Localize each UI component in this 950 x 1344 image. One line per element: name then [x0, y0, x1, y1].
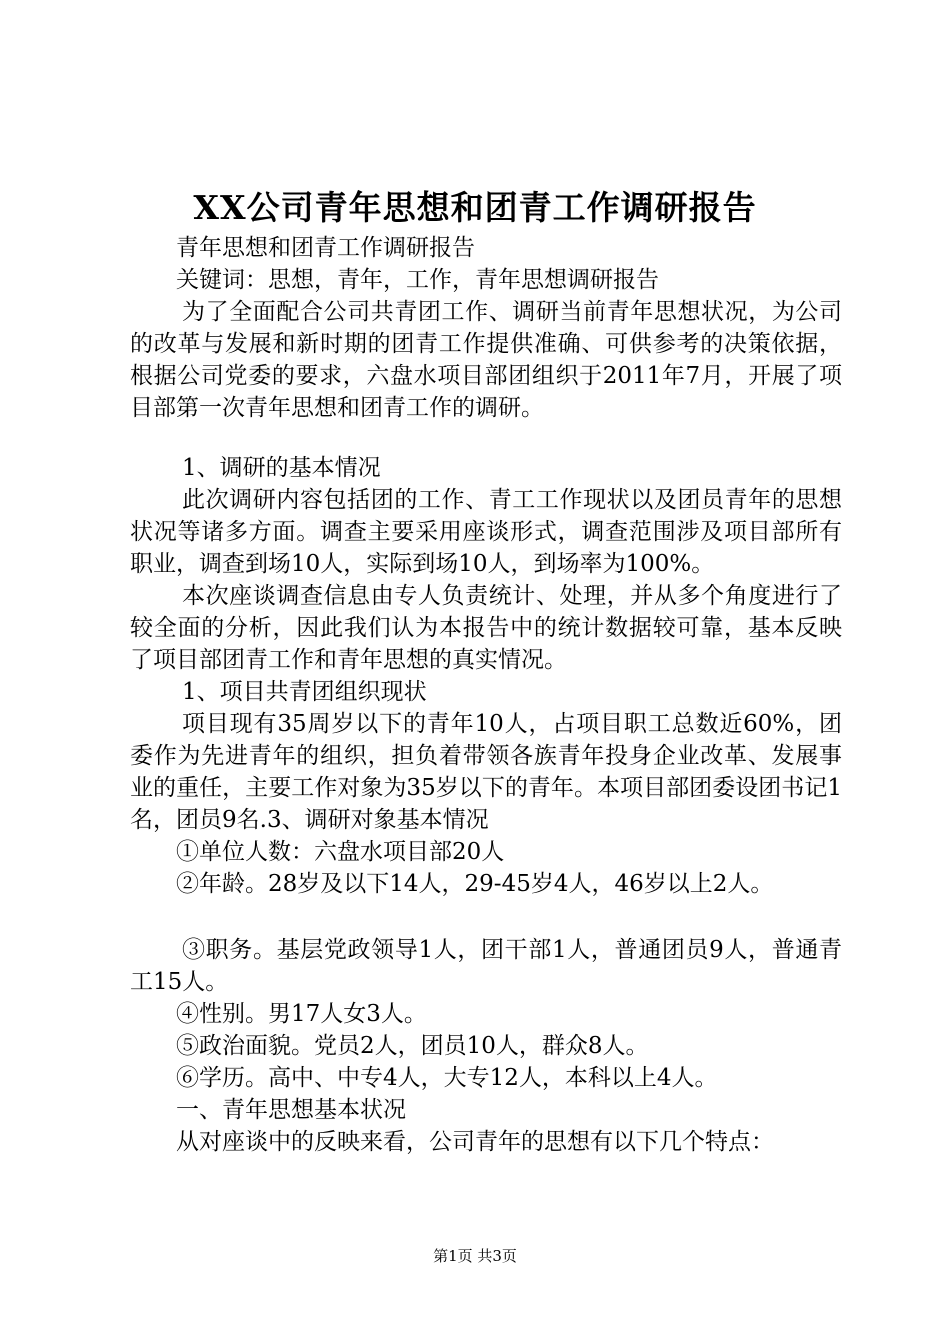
page-footer: 第1页 共3页 [433, 1247, 517, 1265]
intro-paragraph: 为了全面配合公司共青团工作、调研当前青年思想状况，为公司的改革与发展和新时期的团青工作提供准确、可供参考的决策依据，根据公司党委的要求，六盘水项目部团组织于2011年7月，开展了项目部第一次青年思想和团青工作的调研。 [130, 299, 842, 421]
section-heading: 1、项目共青团组织现状 [182, 679, 427, 705]
body-paragraph: 从对座谈中的反映来看，公司青年的思想有以下几个特点： [176, 1129, 774, 1155]
document-body [130, 232, 842, 1158]
list-item: ④性别。男17人女3人。 [176, 1001, 427, 1027]
body-paragraph: 项目现有35周岁以下的青年10人，占项目职工总数近60%，团委作为先进青年的组织，担负着带领各族青年投身企业改革、发展事业的重任，主要工作对象为35岁以下的青年。本项目部团委设团书记1名，团员9名.3、调研对象基本情况 [130, 711, 842, 833]
section-heading: 一、青年思想基本状况 [176, 1097, 406, 1123]
keywords-paragraph: 关键词：思想，青年，工作，青年思想调研报告 [176, 267, 659, 293]
document-title: XX公司青年思想和团青工作调研报告 [193, 188, 757, 227]
subtitle-paragraph: 青年思想和团青工作调研报告 [176, 235, 475, 261]
section-heading: 1、调研的基本情况 [182, 455, 381, 481]
list-item: ②年龄。28岁及以下14人，29-45岁4人，46岁以上2人。 [176, 871, 774, 897]
list-item: ①单位人数：六盘水项目部20人 [176, 839, 505, 865]
body-paragraph: 本次座谈调查信息由专人负责统计、处理，并从多个角度进行了较全面的分析，因此我们认为本报告中的统计数据较可靠，基本反映了项目部团青工作和青年思想的真实情况。 [130, 583, 842, 673]
list-item: ⑥学历。高中、中专4人，大专12人，本科以上4人。 [176, 1065, 718, 1091]
list-item: ③职务。基层党政领导1人，团干部1人，普通团员9人，普通青工15人。 [130, 937, 842, 995]
list-item: ⑤政治面貌。党员2人，团员10人，群众8人。 [176, 1033, 649, 1059]
body-paragraph: 此次调研内容包括团的工作、青工工作现状以及团员青年的思想状况等诸多方面。调查主要采用座谈形式，调查范围涉及项目部所有职业，调查到场10人，实际到场10人，到场率为100%。 [130, 487, 842, 577]
